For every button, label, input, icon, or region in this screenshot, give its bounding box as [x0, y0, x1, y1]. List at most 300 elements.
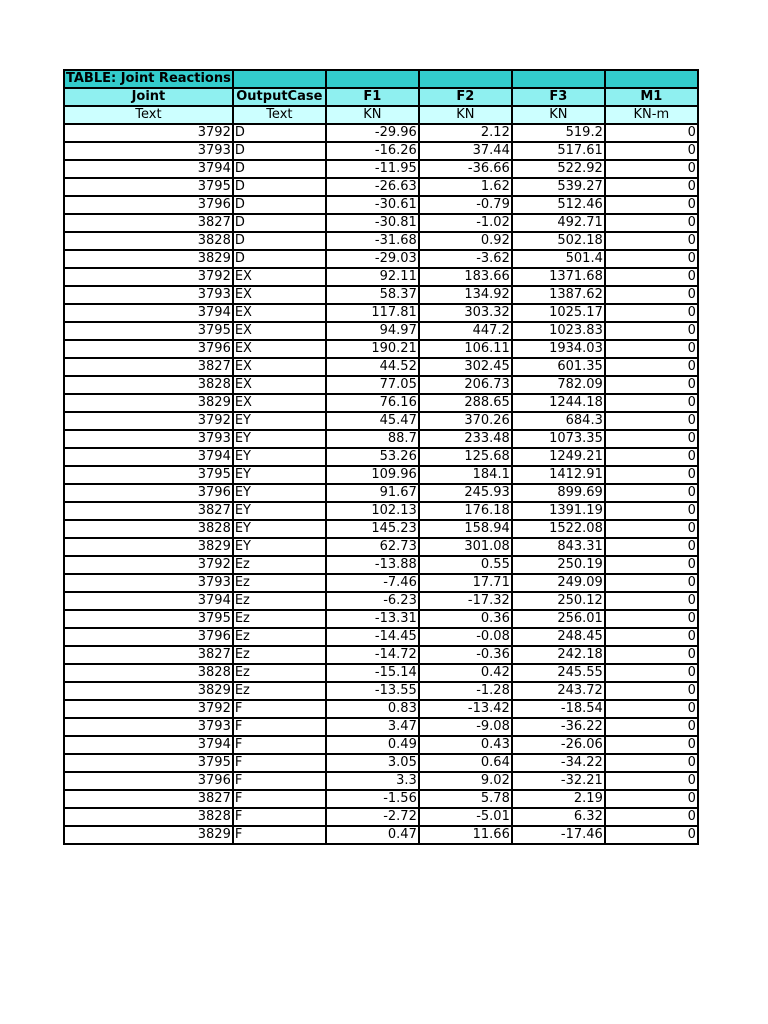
table-row — [64, 754, 698, 772]
cell-m1[interactable]: 0 — [605, 700, 698, 718]
cell-m1[interactable]: 0 — [605, 718, 698, 736]
cell-f1[interactable]: -26.63 — [326, 178, 419, 196]
cell-f2[interactable]: 17.71 — [419, 574, 512, 592]
cell-m1[interactable]: 0 — [605, 484, 698, 502]
cell-m1[interactable]: 0 — [605, 358, 698, 376]
cell-joint[interactable]: 3795 — [64, 754, 233, 772]
cell-f2[interactable]: -0.36 — [419, 646, 512, 664]
cell-m1[interactable]: 0 — [605, 574, 698, 592]
cell-f3[interactable]: -18.54 — [512, 700, 605, 718]
cell-joint[interactable]: 3827 — [64, 646, 233, 664]
cell-joint[interactable]: 3794 — [64, 736, 233, 754]
cell-joint[interactable]: 3829 — [64, 250, 233, 268]
cell-f3[interactable]: -32.21 — [512, 772, 605, 790]
cell-f2[interactable]: 1.62 — [419, 178, 512, 196]
cell-output-case[interactable]: EX — [233, 268, 326, 286]
cell-m1[interactable]: 0 — [605, 232, 698, 250]
cell-f3[interactable]: 1073.35 — [512, 430, 605, 448]
cell-f1[interactable]: 3.3 — [326, 772, 419, 790]
units-row — [64, 106, 698, 124]
cell-output-case[interactable]: EX — [233, 322, 326, 340]
title-filler-cell[interactable] — [512, 70, 605, 88]
cell-f2[interactable]: -1.28 — [419, 682, 512, 700]
title-filler-cell[interactable] — [605, 70, 698, 88]
cell-f1[interactable]: -30.61 — [326, 196, 419, 214]
cell-joint[interactable]: 3827 — [64, 214, 233, 232]
cell-m1[interactable]: 0 — [605, 520, 698, 538]
cell-f3[interactable]: -17.46 — [512, 826, 605, 844]
table-row — [64, 736, 698, 754]
cell-f3[interactable]: 601.35 — [512, 358, 605, 376]
joint-reactions-table — [63, 69, 699, 845]
cell-f1[interactable]: 117.81 — [326, 304, 419, 322]
cell-f1[interactable]: -16.26 — [326, 142, 419, 160]
cell-joint[interactable]: 3796 — [64, 484, 233, 502]
cell-joint[interactable]: 3829 — [64, 682, 233, 700]
cell-f2[interactable]: 233.48 — [419, 430, 512, 448]
table-row — [64, 430, 698, 448]
table-row — [64, 700, 698, 718]
cell-joint[interactable]: 3828 — [64, 808, 233, 826]
cell-output-case[interactable]: F — [233, 826, 326, 844]
cell-output-case[interactable]: Ez — [233, 646, 326, 664]
cell-joint[interactable]: 3793 — [64, 430, 233, 448]
cell-f1[interactable]: 3.05 — [326, 754, 419, 772]
table-row — [64, 520, 698, 538]
table-row — [64, 322, 698, 340]
header-m1[interactable]: M1 — [605, 88, 698, 106]
cell-m1[interactable]: 0 — [605, 124, 698, 142]
table-row — [64, 574, 698, 592]
unit-f3[interactable]: KN — [512, 106, 605, 124]
cell-f3[interactable]: 1244.18 — [512, 394, 605, 412]
cell-output-case[interactable]: D — [233, 214, 326, 232]
cell-joint[interactable]: 3792 — [64, 556, 233, 574]
cell-output-case[interactable]: EX — [233, 376, 326, 394]
cell-f3[interactable]: 899.69 — [512, 484, 605, 502]
cell-f1[interactable]: -14.45 — [326, 628, 419, 646]
cell-f2[interactable]: 288.65 — [419, 394, 512, 412]
cell-f1[interactable]: 102.13 — [326, 502, 419, 520]
cell-f2[interactable]: 134.92 — [419, 286, 512, 304]
cell-output-case[interactable]: Ez — [233, 556, 326, 574]
cell-output-case[interactable]: EY — [233, 430, 326, 448]
cell-f1[interactable]: 58.37 — [326, 286, 419, 304]
table-row — [64, 178, 698, 196]
cell-f3[interactable]: 843.31 — [512, 538, 605, 556]
unit-output-case[interactable]: Text — [233, 106, 326, 124]
cell-joint[interactable]: 3792 — [64, 268, 233, 286]
cell-output-case[interactable]: EY — [233, 502, 326, 520]
cell-m1[interactable]: 0 — [605, 340, 698, 358]
cell-m1[interactable]: 0 — [605, 322, 698, 340]
header-f3[interactable]: F3 — [512, 88, 605, 106]
cell-f2[interactable]: -36.66 — [419, 160, 512, 178]
cell-f2[interactable]: 176.18 — [419, 502, 512, 520]
table-row — [64, 358, 698, 376]
cell-m1[interactable]: 0 — [605, 160, 698, 178]
cell-f2[interactable]: 447.2 — [419, 322, 512, 340]
cell-f2[interactable]: -9.08 — [419, 718, 512, 736]
cell-output-case[interactable]: EX — [233, 358, 326, 376]
header-f2[interactable]: F2 — [419, 88, 512, 106]
table-row — [64, 394, 698, 412]
cell-output-case[interactable]: Ez — [233, 592, 326, 610]
cell-f1[interactable]: 88.7 — [326, 430, 419, 448]
table-row — [64, 772, 698, 790]
cell-m1[interactable]: 0 — [605, 808, 698, 826]
cell-m1[interactable]: 0 — [605, 646, 698, 664]
cell-f3[interactable]: 1391.19 — [512, 502, 605, 520]
title-filler-cell[interactable] — [233, 70, 326, 88]
cell-f2[interactable]: 301.08 — [419, 538, 512, 556]
cell-f2[interactable]: -0.08 — [419, 628, 512, 646]
cell-f3[interactable]: -26.06 — [512, 736, 605, 754]
cell-joint[interactable]: 3796 — [64, 196, 233, 214]
unit-f1[interactable]: KN — [326, 106, 419, 124]
cell-joint[interactable]: 3792 — [64, 700, 233, 718]
cell-f2[interactable]: -17.32 — [419, 592, 512, 610]
cell-m1[interactable]: 0 — [605, 268, 698, 286]
cell-f3[interactable]: 1934.03 — [512, 340, 605, 358]
cell-f1[interactable]: -30.81 — [326, 214, 419, 232]
cell-f2[interactable]: 2.12 — [419, 124, 512, 142]
table-row — [64, 466, 698, 484]
table-row — [64, 826, 698, 844]
cell-joint[interactable]: 3796 — [64, 772, 233, 790]
cell-f3[interactable]: 1522.08 — [512, 520, 605, 538]
cell-output-case[interactable]: F — [233, 700, 326, 718]
cell-m1[interactable]: 0 — [605, 628, 698, 646]
cell-m1[interactable]: 0 — [605, 466, 698, 484]
table-row — [64, 250, 698, 268]
cell-f3[interactable]: 1025.17 — [512, 304, 605, 322]
cell-output-case[interactable]: EY — [233, 448, 326, 466]
cell-f3[interactable]: 684.3 — [512, 412, 605, 430]
cell-f2[interactable]: 158.94 — [419, 520, 512, 538]
cell-f1[interactable]: 45.47 — [326, 412, 419, 430]
cell-m1[interactable]: 0 — [605, 610, 698, 628]
cell-f3[interactable]: 512.46 — [512, 196, 605, 214]
cell-m1[interactable]: 0 — [605, 664, 698, 682]
cell-f1[interactable]: 145.23 — [326, 520, 419, 538]
cell-joint[interactable]: 3795 — [64, 322, 233, 340]
cell-f1[interactable]: 109.96 — [326, 466, 419, 484]
cell-f1[interactable]: -29.03 — [326, 250, 419, 268]
table-body — [64, 70, 698, 844]
cell-m1[interactable]: 0 — [605, 448, 698, 466]
table-row — [64, 412, 698, 430]
cell-f2[interactable]: 245.93 — [419, 484, 512, 502]
cell-joint[interactable]: 3796 — [64, 340, 233, 358]
table-title[interactable]: TABLE: Joint Reactions — [66, 71, 231, 86]
table-row — [64, 286, 698, 304]
cell-output-case[interactable]: D — [233, 124, 326, 142]
cell-f2[interactable]: 0.42 — [419, 664, 512, 682]
cell-joint[interactable]: 3795 — [64, 610, 233, 628]
cell-m1[interactable]: 0 — [605, 682, 698, 700]
table-row — [64, 556, 698, 574]
table-row — [64, 718, 698, 736]
cell-f2[interactable]: 106.11 — [419, 340, 512, 358]
table-row — [64, 646, 698, 664]
cell-f1[interactable]: 76.16 — [326, 394, 419, 412]
table-row — [64, 664, 698, 682]
header-joint[interactable]: Joint — [64, 88, 233, 106]
cell-f3[interactable]: 2.19 — [512, 790, 605, 808]
table-row — [64, 790, 698, 808]
cell-f3[interactable]: 501.4 — [512, 250, 605, 268]
cell-m1[interactable]: 0 — [605, 826, 698, 844]
cell-joint[interactable]: 3793 — [64, 286, 233, 304]
cell-output-case[interactable]: F — [233, 718, 326, 736]
cell-joint[interactable]: 3794 — [64, 592, 233, 610]
table-row — [64, 808, 698, 826]
cell-output-case[interactable]: Ez — [233, 628, 326, 646]
cell-joint[interactable]: 3793 — [64, 142, 233, 160]
cell-output-case[interactable]: F — [233, 754, 326, 772]
cell-f1[interactable]: -13.31 — [326, 610, 419, 628]
cell-f1[interactable]: -1.56 — [326, 790, 419, 808]
cell-output-case[interactable]: F — [233, 736, 326, 754]
cell-m1[interactable]: 0 — [605, 376, 698, 394]
cell-output-case[interactable]: EX — [233, 304, 326, 322]
cell-f1[interactable]: -13.88 — [326, 556, 419, 574]
cell-joint[interactable]: 3795 — [64, 178, 233, 196]
cell-f3[interactable]: 782.09 — [512, 376, 605, 394]
cell-f2[interactable]: 0.43 — [419, 736, 512, 754]
cell-m1[interactable]: 0 — [605, 304, 698, 322]
cell-f1[interactable]: -7.46 — [326, 574, 419, 592]
cell-f2[interactable]: 9.02 — [419, 772, 512, 790]
table-row — [64, 160, 698, 178]
cell-f3[interactable]: 245.55 — [512, 664, 605, 682]
cell-f3[interactable]: 242.18 — [512, 646, 605, 664]
cell-f2[interactable]: 125.68 — [419, 448, 512, 466]
cell-joint[interactable]: 3827 — [64, 502, 233, 520]
cell-m1[interactable]: 0 — [605, 430, 698, 448]
cell-joint[interactable]: 3796 — [64, 628, 233, 646]
table-row — [64, 376, 698, 394]
cell-f1[interactable]: -29.96 — [326, 124, 419, 142]
cell-f2[interactable]: 37.44 — [419, 142, 512, 160]
table-row — [64, 484, 698, 502]
cell-f1[interactable]: 0.49 — [326, 736, 419, 754]
cell-f1[interactable]: 44.52 — [326, 358, 419, 376]
cell-output-case[interactable]: Ez — [233, 682, 326, 700]
title-filler-cell[interactable] — [419, 70, 512, 88]
unit-m1[interactable]: KN-m — [605, 106, 698, 124]
cell-joint[interactable]: 3795 — [64, 466, 233, 484]
cell-f3[interactable]: 522.92 — [512, 160, 605, 178]
cell-joint[interactable]: 3828 — [64, 664, 233, 682]
title-row — [64, 70, 698, 88]
table-row — [64, 682, 698, 700]
cell-joint[interactable]: 3828 — [64, 376, 233, 394]
cell-output-case[interactable]: Ez — [233, 574, 326, 592]
cell-f3[interactable]: 519.2 — [512, 124, 605, 142]
table-row — [64, 196, 698, 214]
cell-f3[interactable]: 248.45 — [512, 628, 605, 646]
cell-m1[interactable]: 0 — [605, 538, 698, 556]
cell-f2[interactable]: -13.42 — [419, 700, 512, 718]
cell-joint[interactable]: 3827 — [64, 790, 233, 808]
cell-output-case[interactable]: EX — [233, 394, 326, 412]
cell-joint[interactable]: 3792 — [64, 124, 233, 142]
cell-joint[interactable]: 3793 — [64, 718, 233, 736]
cell-output-case[interactable]: D — [233, 232, 326, 250]
cell-f3[interactable]: 250.19 — [512, 556, 605, 574]
table-row — [64, 214, 698, 232]
cell-f3[interactable]: 517.61 — [512, 142, 605, 160]
cell-f3[interactable]: 243.72 — [512, 682, 605, 700]
cell-m1[interactable]: 0 — [605, 214, 698, 232]
cell-f3[interactable]: 1249.21 — [512, 448, 605, 466]
cell-joint[interactable]: 3793 — [64, 574, 233, 592]
cell-f3[interactable]: 1412.91 — [512, 466, 605, 484]
cell-output-case[interactable]: D — [233, 142, 326, 160]
cell-joint[interactable]: 3828 — [64, 232, 233, 250]
cell-m1[interactable]: 0 — [605, 142, 698, 160]
table-row — [64, 502, 698, 520]
cell-f1[interactable]: 0.83 — [326, 700, 419, 718]
cell-m1[interactable]: 0 — [605, 286, 698, 304]
cell-f2[interactable]: 0.64 — [419, 754, 512, 772]
cell-f2[interactable]: 206.73 — [419, 376, 512, 394]
cell-joint[interactable]: 3829 — [64, 826, 233, 844]
table-row — [64, 592, 698, 610]
cell-f2[interactable]: 302.45 — [419, 358, 512, 376]
cell-f1[interactable]: 94.97 — [326, 322, 419, 340]
title-filler-cell[interactable] — [326, 70, 419, 88]
cell-joint[interactable]: 3829 — [64, 538, 233, 556]
cell-f1[interactable]: -11.95 — [326, 160, 419, 178]
cell-f2[interactable]: 0.92 — [419, 232, 512, 250]
cell-f3[interactable]: 1023.83 — [512, 322, 605, 340]
cell-joint[interactable]: 3794 — [64, 304, 233, 322]
cell-f1[interactable]: 92.11 — [326, 268, 419, 286]
cell-f1[interactable]: -15.14 — [326, 664, 419, 682]
cell-output-case[interactable]: EY — [233, 466, 326, 484]
cell-m1[interactable]: 0 — [605, 196, 698, 214]
unit-joint[interactable]: Text — [64, 106, 233, 124]
cell-f1[interactable]: 53.26 — [326, 448, 419, 466]
table-row — [64, 232, 698, 250]
cell-f3[interactable]: 1371.68 — [512, 268, 605, 286]
cell-output-case[interactable]: EY — [233, 520, 326, 538]
cell-f2[interactable]: 370.26 — [419, 412, 512, 430]
cell-f3[interactable]: 492.71 — [512, 214, 605, 232]
cell-output-case[interactable]: Ez — [233, 664, 326, 682]
cell-output-case[interactable]: D — [233, 160, 326, 178]
cell-output-case[interactable]: D — [233, 178, 326, 196]
cell-f1[interactable]: -31.68 — [326, 232, 419, 250]
cell-f1[interactable]: -13.55 — [326, 682, 419, 700]
cell-f3[interactable]: -36.22 — [512, 718, 605, 736]
cell-f1[interactable]: 77.05 — [326, 376, 419, 394]
cell-f3[interactable]: 6.32 — [512, 808, 605, 826]
cell-output-case[interactable]: EY — [233, 484, 326, 502]
cell-m1[interactable]: 0 — [605, 178, 698, 196]
cell-f3[interactable]: 539.27 — [512, 178, 605, 196]
cell-output-case[interactable]: F — [233, 808, 326, 826]
cell-joint[interactable]: 3828 — [64, 520, 233, 538]
table-row — [64, 628, 698, 646]
cell-f3[interactable]: 249.09 — [512, 574, 605, 592]
cell-f1[interactable]: -2.72 — [326, 808, 419, 826]
cell-f2[interactable]: 0.55 — [419, 556, 512, 574]
cell-f2[interactable]: -3.62 — [419, 250, 512, 268]
cell-f2[interactable]: 11.66 — [419, 826, 512, 844]
cell-f2[interactable]: -1.02 — [419, 214, 512, 232]
table-row — [64, 268, 698, 286]
cell-output-case[interactable]: F — [233, 772, 326, 790]
cell-m1[interactable]: 0 — [605, 736, 698, 754]
cell-f1[interactable]: -6.23 — [326, 592, 419, 610]
cell-f3[interactable]: 250.12 — [512, 592, 605, 610]
cell-output-case[interactable]: D — [233, 196, 326, 214]
cell-f1[interactable]: 190.21 — [326, 340, 419, 358]
cell-f2[interactable]: 303.32 — [419, 304, 512, 322]
cell-f2[interactable]: 5.78 — [419, 790, 512, 808]
cell-m1[interactable]: 0 — [605, 772, 698, 790]
cell-m1[interactable]: 0 — [605, 502, 698, 520]
cell-m1[interactable]: 0 — [605, 592, 698, 610]
unit-f2[interactable]: KN — [419, 106, 512, 124]
cell-m1[interactable]: 0 — [605, 412, 698, 430]
cell-output-case[interactable]: EX — [233, 340, 326, 358]
cell-f2[interactable]: 184.1 — [419, 466, 512, 484]
cell-f3[interactable]: -34.22 — [512, 754, 605, 772]
cell-joint[interactable]: 3792 — [64, 412, 233, 430]
cell-m1[interactable]: 0 — [605, 790, 698, 808]
cell-m1[interactable]: 0 — [605, 556, 698, 574]
cell-f1[interactable]: 91.67 — [326, 484, 419, 502]
cell-output-case[interactable]: Ez — [233, 610, 326, 628]
cell-f3[interactable]: 256.01 — [512, 610, 605, 628]
cell-m1[interactable]: 0 — [605, 394, 698, 412]
cell-m1[interactable]: 0 — [605, 754, 698, 772]
table-row — [64, 448, 698, 466]
cell-f1[interactable]: 62.73 — [326, 538, 419, 556]
cell-joint[interactable]: 3829 — [64, 394, 233, 412]
cell-output-case[interactable]: F — [233, 790, 326, 808]
cell-f1[interactable]: 0.47 — [326, 826, 419, 844]
cell-joint[interactable]: 3827 — [64, 358, 233, 376]
cell-f1[interactable]: 3.47 — [326, 718, 419, 736]
table-row — [64, 538, 698, 556]
cell-m1[interactable]: 0 — [605, 250, 698, 268]
header-f1[interactable]: F1 — [326, 88, 419, 106]
cell-joint[interactable]: 3794 — [64, 160, 233, 178]
cell-output-case[interactable]: EY — [233, 412, 326, 430]
cell-output-case[interactable]: EX — [233, 286, 326, 304]
cell-f2[interactable]: -5.01 — [419, 808, 512, 826]
cell-f2[interactable]: 183.66 — [419, 268, 512, 286]
cell-f3[interactable]: 1387.62 — [512, 286, 605, 304]
cell-f2[interactable]: -0.79 — [419, 196, 512, 214]
cell-output-case[interactable]: EY — [233, 538, 326, 556]
table-row — [64, 610, 698, 628]
table-row — [64, 124, 698, 142]
cell-f2[interactable]: 0.36 — [419, 610, 512, 628]
cell-f3[interactable]: 502.18 — [512, 232, 605, 250]
cell-f1[interactable]: -14.72 — [326, 646, 419, 664]
cell-joint[interactable]: 3794 — [64, 448, 233, 466]
header-row — [64, 88, 698, 106]
cell-output-case[interactable]: D — [233, 250, 326, 268]
header-output-case[interactable]: OutputCase — [233, 88, 326, 106]
